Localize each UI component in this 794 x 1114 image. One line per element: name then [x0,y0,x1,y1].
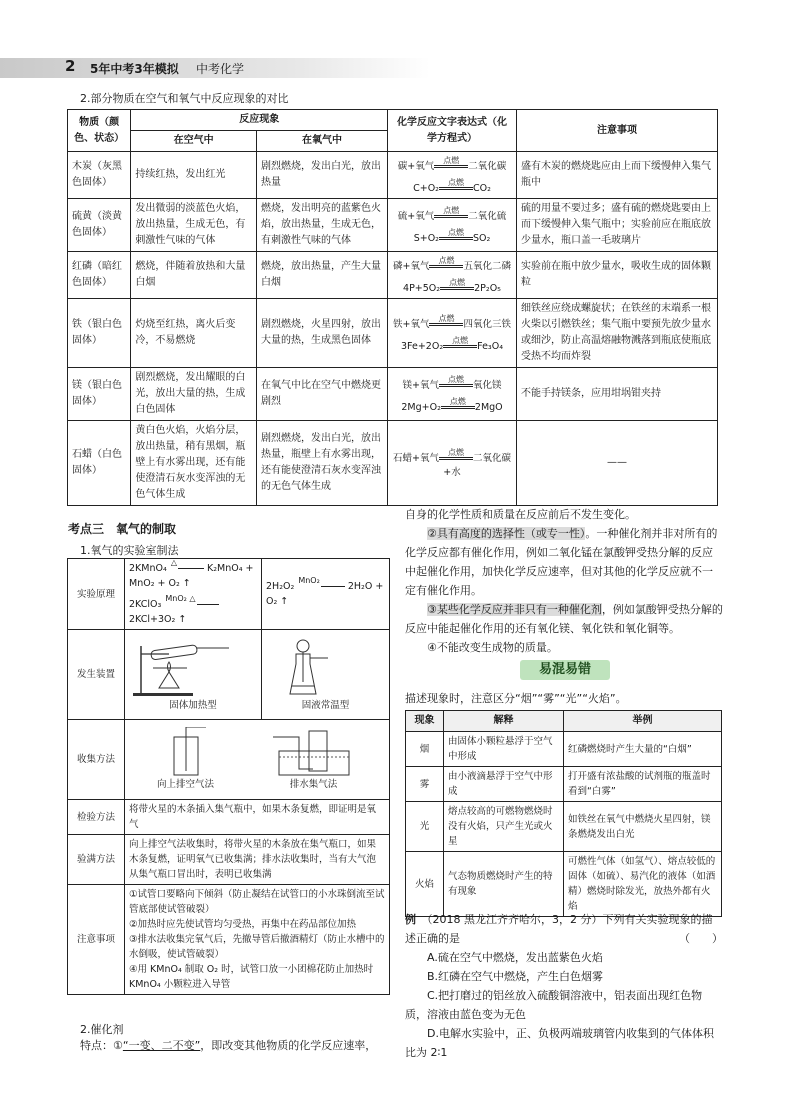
oxygen-phenomenon: 在氧气中比在空气中燃烧更剧烈 [256,368,387,421]
check-label: 检验方法 [68,800,125,835]
header-explanation: 解释 [444,711,564,732]
chemical-equation: 3Fe+2O₂ 点燃 Fe₃O₄ [401,336,504,352]
equation [388,299,517,368]
solid-heating-apparatus-icon [129,636,239,698]
table-row [68,199,718,252]
phenomenon-name: 火焰 [406,852,444,917]
reaction-table-body [68,152,718,506]
phenomenon-example: 可燃性气体（如氢气）、熔点较低的固体（如硫）、易汽化的液体（如酒精）燃烧时除发光，放热外都有火焰 [564,852,722,917]
header-notes: 注意事项 [516,110,717,152]
phenomenon-name: 光 [406,802,444,852]
page-number: 2 [65,57,76,75]
table-row [68,252,718,299]
collect2-caption: 排水集气法 [289,779,338,790]
principle-eq-solid [125,559,262,630]
option-d: D.电解水实验中，正、负极两端玻璃管内收集到的气体体积比为 2∶1 [405,1027,714,1059]
eq-kclo3: 2KClO₃ MnO₂ △ 2KCl+3O₂ ↑ [129,597,257,627]
phenomenon-name: 雾 [406,767,444,802]
phenomenon-explanation: 气态物质燃烧时产生的特有现象 [444,852,564,917]
chemical-equation: S+O₂ 点燃 SO₂ [413,228,491,244]
mistake-description: 描述现象时，注意区分“烟”“雾”“光”“火焰”。 [405,692,627,705]
catalyst-p1: 自身的化学性质和质量在反应前后不发生变化。 [405,508,636,521]
phenomenon-example: 红磷燃烧时产生大量的“白烟” [564,732,722,767]
word-equation: 磷+氧气 点燃 五氧化二磷 [393,256,511,272]
notes: 不能手持镁条，应用坩埚钳夹持 [516,368,717,421]
note-item: ①试管口要略向下倾斜（防止凝结在试管口的小水珠倒流至试管底部使试管破裂） [129,889,385,915]
catalyst-p3: ③某些化学反应并非只有一种催化剂，例如氯酸钾受热分解的反应中能起催化作用的还有氧化镁、氧化铁和氧化铜等。 [405,603,723,635]
example-stem: 例 （2018 黑龙江齐齐哈尔，3，2 分）下列有关实验现象的描述正确的是 （ ） [405,910,723,948]
equation [388,252,517,299]
table-row [68,720,390,800]
catalyst-continued [405,505,723,657]
table-row [68,299,718,368]
table-row [406,767,722,802]
substance: 镁（银白色固体） [68,368,131,421]
note-list [125,885,390,995]
header-substance: 物质（颜色、状态） [68,110,131,152]
notes: 实验前在瓶中放少量水，吸收生成的固体颗粒 [516,252,717,299]
substance: 硫黄（淡黄色固体） [68,199,131,252]
table-header-row [68,110,718,131]
principle-eq-liquid: 2H₂O₂ MnO₂ 2H₂O + O₂ ↑ [262,559,390,630]
word-equation: 铁+氧气 点燃 四氧化三铁 [393,314,511,330]
air-phenomenon: 燃烧，伴随着放热和大量白烟 [131,252,257,299]
page-header [0,58,794,78]
phenomenon-explanation: 由固体小颗粒悬浮于空气中形成 [444,732,564,767]
header-oxygen: 在氧气中 [256,131,387,152]
easy-mistake-banner: 易混易错 [520,660,610,680]
header-equation: 化学反应文字表达式（化学方程式） [388,110,517,152]
oxygen-phenomenon: 燃烧，发出明亮的蓝紫色火焰，放出热量，生成无色，有刺激性气味的气体 [256,199,387,252]
gas-jar-upward-icon [156,727,216,777]
substance: 红磷（暗红色固体） [68,252,131,299]
oxygen-phenomenon: 剧烈燃烧，发出白光，放出热量，瓶壁上有水雾出现，还有能使澄清石灰水变浑浊的无色气体生成 [256,421,387,506]
air-phenomenon: 黄白色火焰，火焰分层，放出热量，稍有黑烟，瓶壁上有水雾出现，还有能使澄清石灰水变浑浊的无色气体生成 [131,421,257,506]
header-air: 在空气中 [131,131,257,152]
oxygen-phenomenon: 剧烈燃烧，发出白光，放出热量 [256,152,387,199]
subject-title: 中考化学 [196,62,245,76]
check-text: 将带火星的木条插入集气瓶中，如果木条复燃，即证明是氧气 [125,800,390,835]
equation [388,199,517,252]
notes: 细铁丝应绕成螺旋状；在铁丝的末端系一根火柴以引燃铁丝；集气瓶中要预先放少量水或细沙，防止高温熔融物溅落到瓶底使瓶底受热不均而炸裂 [516,299,717,368]
principle-label: 实验原理 [68,559,125,630]
catalyst-paragraph: 特点：①“一变、二不变”，即改变其他物质的化学反应速率， [80,1039,377,1052]
header-phenomenon: 反应现象 [131,110,388,131]
chemical-equation: 2Mg+O₂ 点燃 2MgO [401,397,503,413]
book-title: 5年中考3年模拟 [90,62,179,76]
equation [388,368,517,421]
table-row [68,368,718,421]
example-question [405,910,723,1062]
answer-blank: （ ） [679,932,723,945]
substance: 木炭（灰黑色固体） [68,152,131,199]
air-phenomenon: 持续红热，发出红光 [131,152,257,199]
phenomenon-table [405,710,722,917]
table-row [68,152,718,199]
phenomenon-example: 如铁丝在氧气中燃烧火星四射，镁条燃烧发出白光 [564,802,722,852]
note-label: 注意事项 [68,885,125,995]
air-phenomenon: 灼烧至红热，离火后变冷，不易燃烧 [131,299,257,368]
phenomenon-table-body [406,732,722,917]
notes: 硫的用量不要过多；盛有硫的燃烧匙要由上而下缓慢伸入集气瓶中；实验前应在瓶底放少量水，瓶口盖一毛玻璃片 [516,199,717,252]
option-c: C.把打磨过的铝丝放入硫酸铜溶液中，铝表面出现红色物质，溶液由蓝色变为无色 [405,989,703,1021]
full-label: 验满方法 [68,835,125,885]
catalyst-p4: ④不能改变生成物的质量。 [427,641,558,654]
equation [388,421,517,506]
table-header-row [406,711,722,732]
table-row [68,800,390,835]
table-row [406,732,722,767]
device-solid-heating [125,630,262,720]
device-liquid-room-temp [262,630,390,720]
phenomenon-explanation: 熔点较高的可燃物燃烧时没有火焰，只产生光或火星 [444,802,564,852]
catalyst-p2: ②具有高度的选择性（或专一性）。一种催化剂并非对所有的化学反应都有催化作用，例如二氧化锰在氯酸钾受热分解的反应中起催化作用，加快化学反应速率，但对其他的化学反应就不一定有催化作用。 [405,527,718,597]
table-row [406,852,722,917]
table-row [406,802,722,852]
table-row [68,885,390,995]
phenomenon-name: 烟 [406,732,444,767]
collect-label: 收集方法 [68,720,125,800]
word-equation: 碳+氧气 点燃 二氧化碳 [397,156,507,172]
chemical-equation: C+O₂ 点燃 CO₂ [413,178,491,194]
table-row [68,835,390,885]
catalyst-feature: “一变、二不变” [122,1039,201,1052]
full-text: 向上排空气法收集时，将带火星的木条放在集气瓶口，如果木条复燃，证明氧气已收集满；排水法收集时，当有大气泡从集气瓶口冒出时，表明已收集满 [125,835,390,885]
device-label: 发生装置 [68,630,125,720]
lab-preparation-table [67,558,390,995]
eq-kmno4: 2KMnO₄ △ K₂MnO₄ + MnO₂ + O₂ ↑ [129,558,254,589]
lab-method-title: 1.氧气的实验室制法 [80,544,179,557]
oxygen-phenomenon: 剧烈燃烧，火星四射，放出大量的热，生成黑色固体 [256,299,387,368]
word-equation: 石蜡+氧气 点燃 二氧化碳+水 [393,448,511,478]
collect-water [269,727,359,792]
notes: —— [516,421,717,506]
kd3-title: 考点三 氧气的制取 [68,522,177,536]
table-row [68,630,390,720]
collect-upward-air [156,727,216,792]
table-row [68,421,718,506]
word-equation: 镁+氧气 点燃 氧化镁 [402,375,502,391]
device2-caption: 固液常温型 [301,700,350,711]
oxygen-phenomenon: 燃烧，放出热量，产生大量白烟 [256,252,387,299]
water-collection-icon [269,727,359,777]
reaction-comparison-table [67,109,718,506]
header-example: 举例 [564,711,722,732]
collect1-caption: 向上排空气法 [156,779,214,790]
substance: 铁（银白色固体） [68,299,131,368]
note-item: ④用 KMnO₄ 制取 O₂ 时，试管口放一小团棉花防止加热时 KMnO₄ 小颗粒进入导管 [129,964,374,990]
table-row [68,559,390,630]
option-b: B.红磷在空气中燃烧，产生白色烟雾 [427,970,604,983]
notes: 盛有木炭的燃烧匙应由上而下缓慢伸入集气瓶中 [516,152,717,199]
section2-title: 2.部分物质在空气和氧气中反应现象的对比 [80,92,289,105]
device1-caption: 固体加热型 [169,700,217,711]
substance: 石蜡（白色固体） [68,421,131,506]
header-phenomenon: 现象 [406,711,444,732]
phenomenon-example: 打开盛有浓盐酸的试剂瓶的瓶盖时看到“白雾” [564,767,722,802]
equation [388,152,517,199]
note-item: ③排水法收集完氧气后，先撤导管后撤酒精灯（防止水槽中的水倒吸，使试管破裂） [129,934,385,960]
air-phenomenon: 发出微弱的淡蓝色火焰，放出热量，生成无色，有刺激性气味的气体 [131,199,257,252]
phenomenon-explanation: 由小液滴悬浮于空气中形成 [444,767,564,802]
liquid-apparatus-icon [266,636,346,698]
chemical-equation: 4P+5O₂ 点燃 2P₂O₅ [403,278,501,294]
collect-methods [125,720,390,800]
option-a: A.硫在空气中燃烧，发出蓝紫色火焰 [427,951,603,964]
air-phenomenon: 剧烈燃烧，发出耀眼的白光，放出大量的热，生成白色固体 [131,368,257,421]
example-label: 例 [405,913,416,926]
note-item: ②加热时应先使试管均匀受热，再集中在药品部位加热 [129,919,357,930]
word-equation: 硫+氧气 点燃 二氧化硫 [397,206,507,222]
catalyst-title: 2.催化剂 [80,1023,124,1036]
